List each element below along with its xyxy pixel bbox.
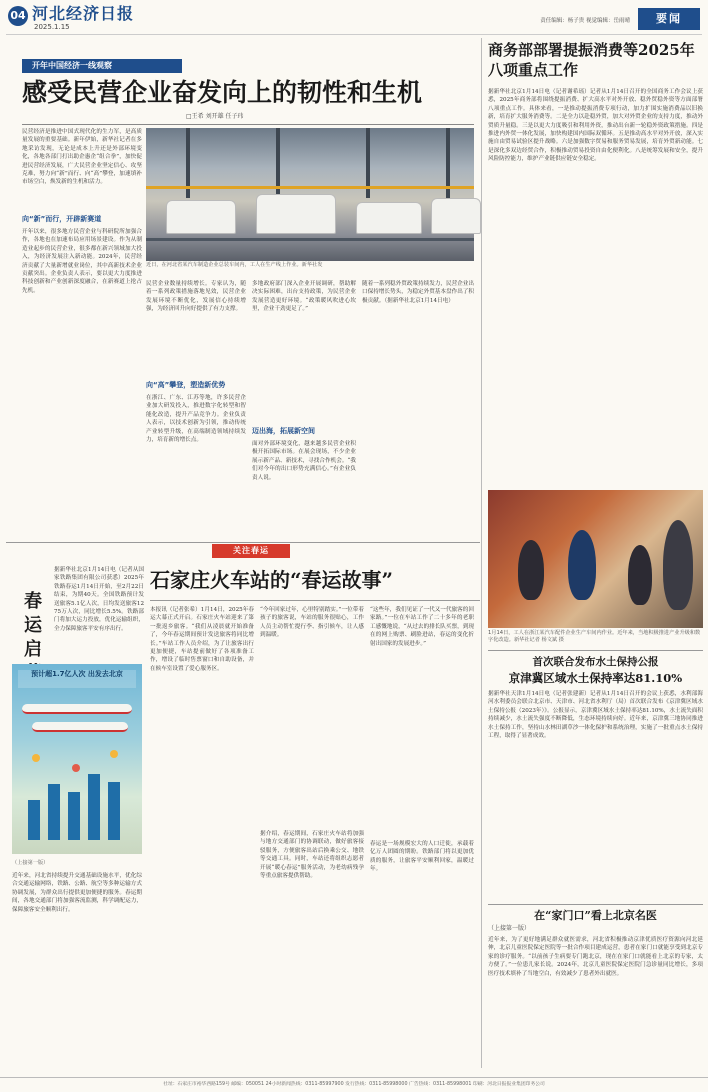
lead-para-5: 多地政府部门深入企业开展调研，帮助解决实际困难，出台支持政策，为民营企业发展营造更好环境。“政策暖风吹进心坎里，企业干劲更足了。” [252,281,356,313]
page-number: 04 [8,6,28,26]
editors-credit: 责任编辑：杨子贵 视觉编辑：岳雨晴 [540,18,630,24]
medical-headline: 在“家门口”看上北京名医 [534,909,657,922]
section-tag: 要闻 [638,8,700,30]
lead-subhead-2: 向“高”攀登，塑造新优势 [146,381,226,389]
spring-section-tag: 关注春运 [212,544,290,558]
graphic-title: 预计超1.7亿人次 出发去北京 [18,670,136,688]
soil-headline-line1: 首次联合发布水土保持公报 [532,656,659,668]
factory-photo-caption: 近日，在河北省某汽车制造企业总装车间内，工人在生产线上作业。新华社发 [146,262,323,268]
medical-continued: （上接第一版） [488,925,531,932]
commerce-headline: 商务部部署提振消费等2025年八项重点工作 [488,41,695,79]
lead-headline: 感受民营企业奋发向上的韧性和生机 [22,78,423,107]
factory-photo [146,128,474,261]
commerce-body: 据新华社北京1月14日电（记者谢希瑶）记者从1月14日召开的全国商务工作会议上获悉，2025年商务部将围绕提振消费、扩大高水平对外开放、稳外贸稳外资等方面部署八项重点工作。具体来看，一是推动提振消费专项行动，加力扩围实施消费品以旧换新，培育扩大服务消费等。二是全力以赴稳外贸，加大对外贸企业的支持力度，推动外贸质升量稳。三是以更大力度吸引和利用外资，推动出台新一轮稳外资政策措施。四是推进内外贸一体化发展，加快构建国内国际双循环。五是推动高水平对外开放，深入实施自由贸易试验区提升战略。六是加强数字贸易和服务贸易发展，培育外贸新动能。七是深化多双边经贸合作，积极推动贸易投资自由化便利化。八是统筹发展和安全，提升风险防控能力，维护产业链供应链安全稳定。 [488,89,703,163]
lead-kicker: 开年中国经济一线观察 [22,59,182,73]
lead-para-1: 民营经济是推进中国式现代化的生力军，是高质量发展的重要基础。新年伊始，新华社记者在多地采访发现，无论是成本上升还是外部环境变化，各地各部门打出助企惠企“组合拳”，加快促进民营经济发展，广大民营企业坚定信心、攻坚克难，努力向“新”而行、向“高”攀登，加速填补市场空白，焕发新的生机和活力。 [22,129,142,186]
divider [150,600,480,601]
divider [6,542,480,543]
column-divider [481,38,482,1068]
spring-travel-graphic [12,664,142,854]
spring-side-text: 据新华社北京1月14日电（记者从国家铁路集团有限公司获悉）2025年铁路春运1月14日开始，至2月22日结束，为期40天。全国铁路预计发送旅客5.1亿人次，日均发送旅客1275万人次，同比增长5.5%。铁路部门将加大运力投放，优化运输组织，全力保障旅客平安有序出行。 [54,567,144,632]
spring-body-4: “这些年，我们见证了一代又一代旅客的回家路。”一位在车站工作了二十多年的老职工感慨地说，“从过去的排长队买票，到现在的网上购票、刷脸进站，春运的变化折射出国家的发展进步。” [370,607,474,647]
divider [488,650,703,651]
footer-info: 社址：石家庄市裕华西路159号 邮编：050051 24小时新闻热线：0311-85997900 发行热线：0311-85998000 广告热线：0311-85998001 印刷：河北日报报业集团印务公司 [0,1077,708,1091]
workers-photo [488,490,703,628]
lead-byline: □王希 刘开雄 任子玮 [186,113,244,120]
lead-para-6: 面对外部环境变化，越来越多民营企业积极开拓国际市场。在展会现场，不少企业展示新产品、新技术，寻找合作机会。“我们对今年的出口形势充满信心。”有企业负责人说。 [252,441,356,481]
masthead: 河北经济日报 [32,4,135,23]
workers-photo-caption: 1月14日，工人在浙江某汽车配件企业生产车间内作业。近年来，当地积极推进产业升级和数字化改造。新华社记者 杨文斌 摄 [488,630,701,643]
spring-body-1: 本报讯（记者张希）1月14日，2025年春运大幕正式开启。石家庄火车站迎来了第一批返乡旅客。“我们从凌晨就开始准备了，今年春运期间预计发送旅客将同比增长。”车站工作人员介绍，为了让旅客出行更加便捷，车站提前做好了各项准备工作，增设了临时售票窗口和自助设备，并在候车室设置了爱心服务区。 [150,607,254,672]
graphic-caption: （上接第一版） [12,860,49,866]
soil-body: 据新华社天津1月14日电（记者张建新）记者从1月14日召开的会议上获悉，水利部海河水利委员会联合北京市、天津市、河北省水利厅（局）首次联合发布《京津冀区域水土保持公报（2023年）》。公报显示，京津冀区域水土保持率达81.10%，水土流失面积持续减少，水土流失强度不断降低，生态环境持续向好。近年来，京津冀三地协同推进水土保持工作，坚持山水林田湖草沙一体化保护和系统治理，实施了一批重点水土保持工程，取得了显著成效。 [488,691,703,740]
divider [22,124,474,125]
lead-para-3: 民营企业数量持续增长。专家认为，随着一系列政策措施落地见效，民营企业发展环境不断优化，发展信心持续增强，为经济回升向好提供了有力支撑。 [146,281,246,313]
lead-subhead-1: 向“新”而行，开辟新赛道 [22,215,102,223]
spring-body-5: 春运是一场规模宏大的人口迁徙，承载着亿万人团圆的期盼。铁路部门将以更加优质的服务，让旅客平安顺利回家，温暖过年。 [370,841,474,873]
medical-body: 近年来，为了更好地满足群众就医需求，河北省积极推动京津优质医疗资源向河北延伸，北京儿童医院保定医院等一批合作项目建成运营，患者在家门口就能享受到北京专家的诊疗服务。“以前孩子生病要专门跑北京，现在在家门口就能看上北京的专家，太方便了。”一位患儿家长说。2024年，北京儿童医院保定医院门急诊量同比增长，多项医疗技术填补了当地空白，有效减少了患者外出就医。 [488,937,703,977]
lead-subhead-3: 迈出海，拓展新空间 [252,427,315,435]
divider [488,904,703,905]
lead-para-2: 开年以来，很多地方民营企业与科研院所加强合作，各地也在加速布局应用场景建设。作为从制造业起步的民营企业，很多都在新兴领域加大投入，为经济发展注入新动能。2024年，民营经济贡献了大量新增就业岗位，其中高新技术企业贡献突出。企业负责人表示，要以更大力度推进科技创新和产业创新深度融合，在新赛道上抢占先机。 [22,229,142,294]
issue-date: 2025.1.15 [34,23,70,31]
spring-vertical-title: 春运启 [24,591,42,660]
masthead-rule [6,34,702,35]
spring-body-3: 据介绍，春运期间，石家庄火车站将加强与地方交通部门的协调联动，做好旅客接驳服务，方便旅客出站后换乘公交、地铁等交通工具。同时，车站还将组织志愿者开展“暖心春运”服务活动，为老幼病残孕等重点旅客提供帮助。 [260,831,364,880]
spring-bottom-left: 近年来，河北省持续提升交通基础设施水平，优化综合交通运输网络，铁路、公路、航空等多种运输方式协调发展，为群众出行提供更加便捷的服务。春运期间，各地交通部门将加强客流监测，科学调配运力，保障旅客安全顺利出行。 [12,873,142,913]
soil-headline-line2: 京津冀区域水土保持率达81.10% [508,671,683,685]
lead-para-7: 随着一系列稳外贸政策持续发力，民营企业出口保持增长势头，为稳定外贸基本盘作出了积极贡献。（据新华社北京1月14日电） [362,281,474,304]
spring-body-2: “今年回家过年，心里特别踏实。”一位带着孩子的旅客说，车站的服务很贴心，工作人员主动帮忙提行李、指引候车，让人感到温暖。 [260,607,364,639]
lead-para-4: 在浙江、广东、江苏等地，许多民营企业加大研发投入，推进数字化转型和智能化改造，提升产品竞争力。企业负责人表示，以技术创新为引领，推动传统产业转型升级，在高端制造领域持续发力，培育新的增长点。 [146,395,246,444]
spring-headline: 石家庄火车站的“春运故事” [150,568,394,592]
